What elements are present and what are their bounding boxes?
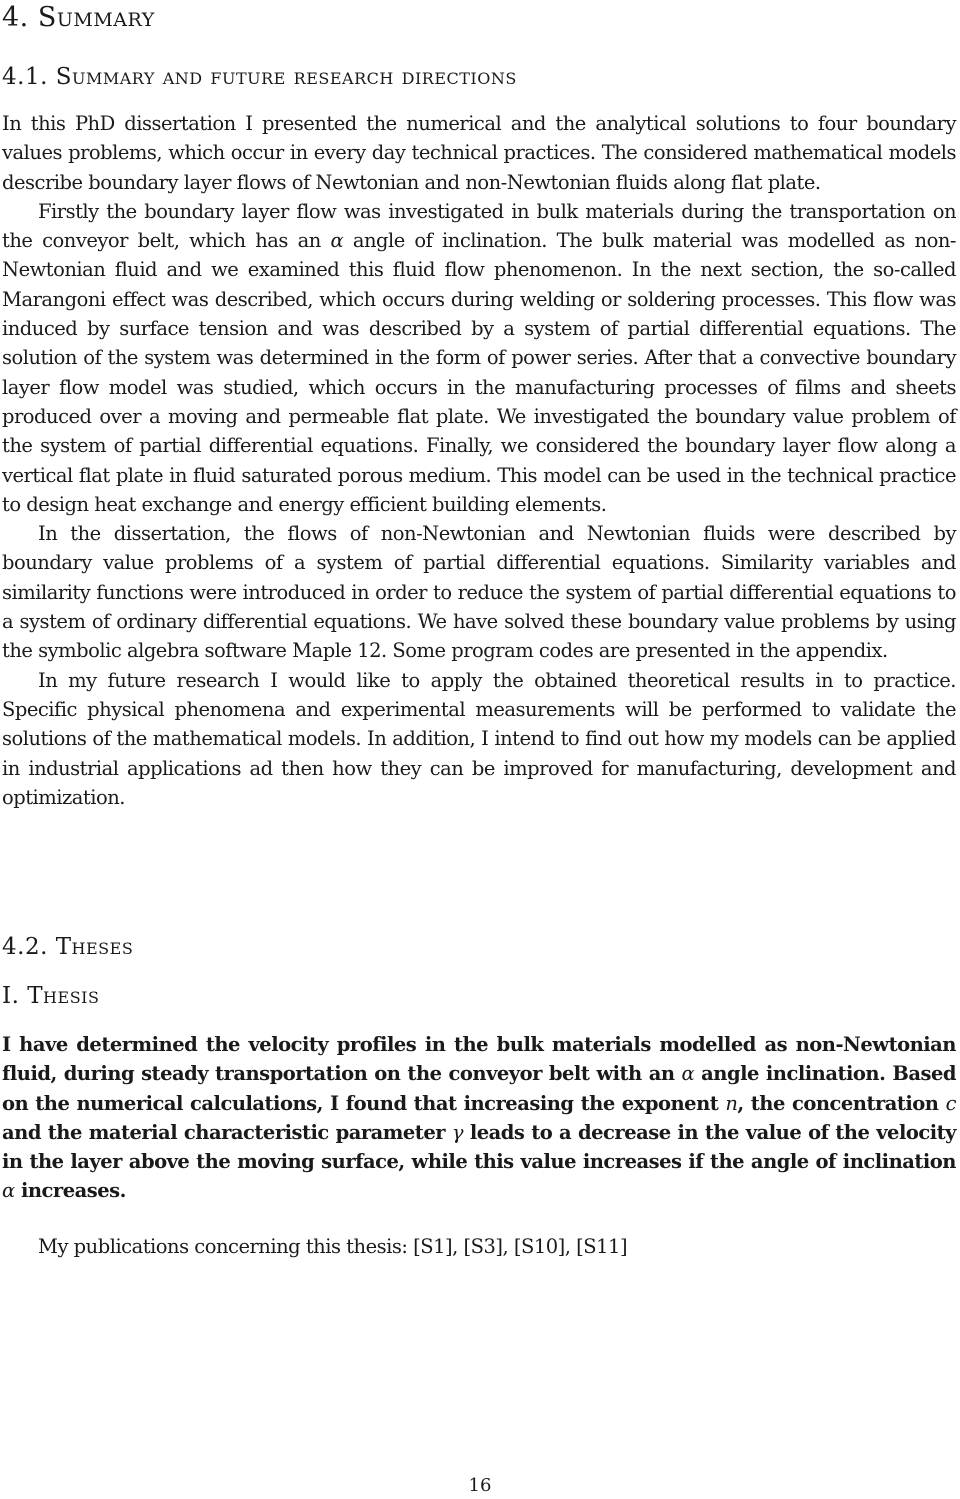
thesis-text-a: I have determined the velocity profiles in the bulk materials modelled as non-Newtonian fluid, during steady transportation on the conveyor belt with an xyxy=(2,1033,956,1086)
thesis-text-c: , the concentration xyxy=(737,1091,946,1115)
paragraph-2-text-a: Firstly the boundary layer flow was investigated in bulk materials during the transportation on the conveyor belt, which has an xyxy=(2,199,956,253)
section-heading xyxy=(2,2,155,33)
thesis-statement xyxy=(2,1030,956,1206)
thesis-heading xyxy=(2,983,99,1009)
thesis-paragraph xyxy=(2,1030,956,1206)
subsection-title: Summary and future research directions xyxy=(55,64,517,90)
thesis-title: Thesis xyxy=(27,983,100,1009)
paragraph-3: In the dissertation, the flows of non-Newtonian and Newtonian fluids were described by boundary value problems of a system of partial differential equations. Similarity variables and similarity functions were introduced in order to reduce the system of partial differential equations to a system of ordinary differential equations. We have solved these boundary value problems by using the symbolic algebra software Maple 12. Some program codes are presented in the appendix. xyxy=(2,522,956,663)
subsection-heading-theses xyxy=(2,934,133,960)
paragraph-1: In this PhD dissertation I presented the numerical and the analytical solutions to four boundary values problems, which occur in every day technical practices. The considered mathematical models describe boundary layer flows of Newtonian and non-Newtonian fluids along flat plate. xyxy=(2,112,956,194)
subsection-heading-summary xyxy=(2,64,517,90)
publications-line: My publications concerning this thesis: [S1], [S3], [S10], [S11] xyxy=(38,1235,628,1258)
thesis-text-e: leads to a decrease in the value of the velocity in the layer above the moving surface, while this value increases if the angle of inclination xyxy=(2,1120,956,1174)
section-number: 4. xyxy=(2,2,29,33)
paragraph-2-text-b: angle of inclination. The bulk material was modelled as non-Newtonian fluid and we examined this fluid flow phenomenon. In the next section, the so-called Marangoni effect was described, which occurs during welding or soldering processes. This flow was induced by surface tension and was described by a system of partial differential equations. The solution of the system was determined in the form of power series. After that a convective boundary layer flow model was studied, which occurs in the manufacturing processes of films and sheets produced over a moving and permeable flat plate. We investigated the boundary value problem of the system of partial differential equations. Finally, we considered the boundary layer flow along a vertical flat plate in fluid saturated porous medium. This model can be used in the technical practice to design heat exchange and energy efficient building elements. xyxy=(2,229,956,516)
alpha-symbol: α xyxy=(681,1062,695,1086)
paragraph-4: In my future research I would like to apply the obtained theoretical results in to practice. Specific physical phenomena and experimental measurements will be performed to validate the solutions of the mathematical models. In addition, I intend to find out how my models can be applied in industrial applications ad then how they can be improved for manufacturing, development and optimization. xyxy=(2,668,956,809)
page-number: 16 xyxy=(468,1475,492,1496)
n-symbol: n xyxy=(725,1091,738,1115)
subsection-number: 4.2. xyxy=(2,934,48,960)
thesis-text-b: angle inclination. Based on the numerical calculations, I found that increasing the exponent xyxy=(2,1062,956,1115)
summary-body xyxy=(2,109,956,812)
alpha-symbol: α xyxy=(330,229,344,253)
gamma-symbol: γ xyxy=(451,1120,463,1144)
c-symbol: c xyxy=(945,1091,956,1115)
thesis-text-f: increases. xyxy=(14,1179,126,1203)
section-title: Summary xyxy=(37,2,155,33)
subsection-title: Theses xyxy=(55,934,134,960)
paragraph-2 xyxy=(2,197,956,519)
subsection-number: 4.1. xyxy=(2,64,48,90)
thesis-number: I. xyxy=(2,983,20,1009)
alpha-symbol: α xyxy=(2,1179,15,1203)
thesis-text-d: and the material characteristic parameter xyxy=(2,1120,452,1144)
